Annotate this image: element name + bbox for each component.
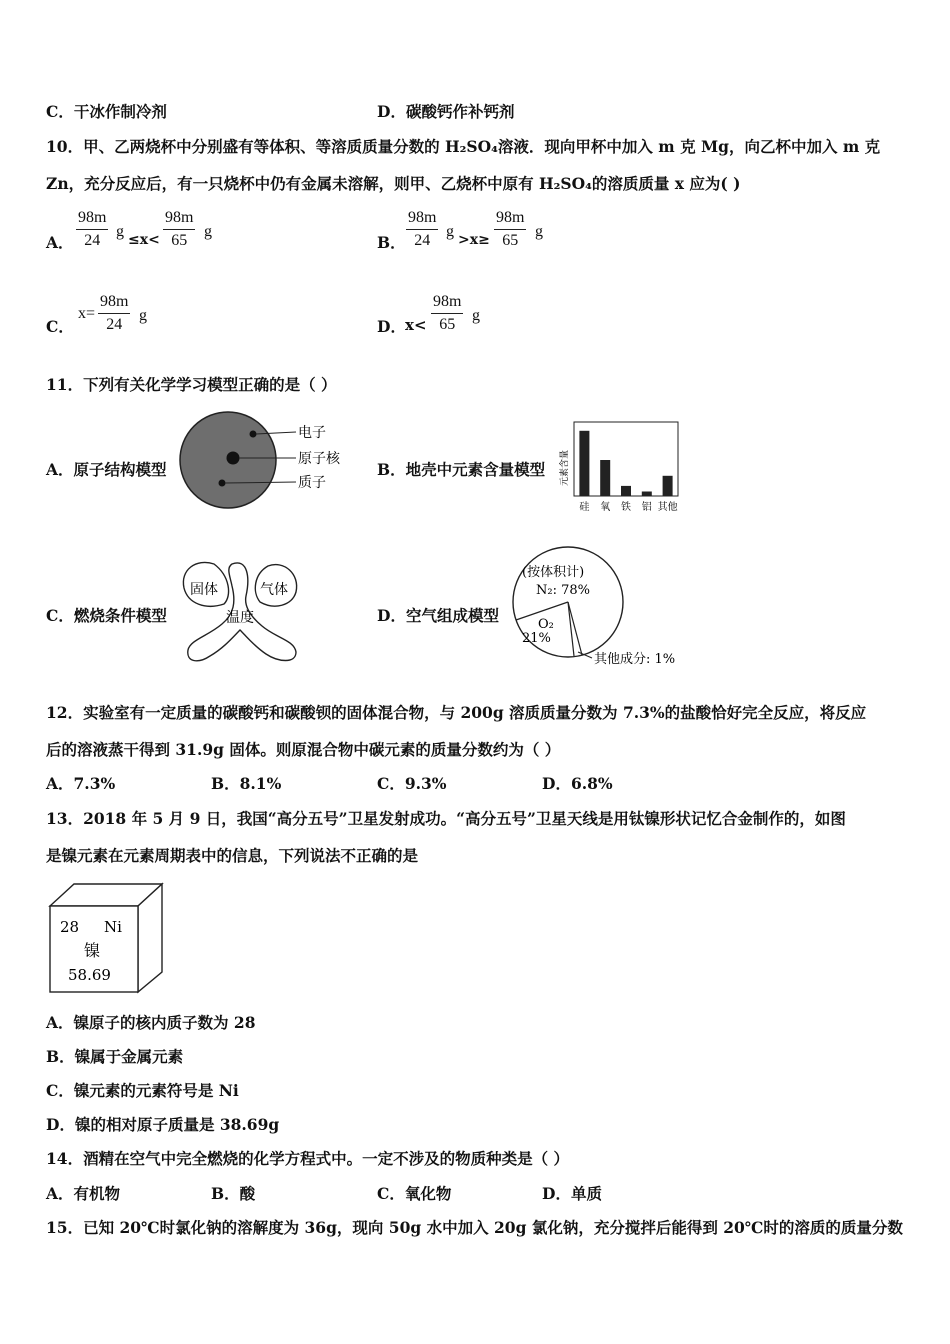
q12-stem-line2: 后的溶液蒸干得到 31.9g 固体。则原混合物中碳元素的质量分数约为（ ）: [46, 740, 561, 759]
fraction-numerator: 98m: [494, 209, 526, 230]
q10-a-label: A．: [46, 233, 74, 252]
q12-stem-line1: 12．实验室有一定质量的碳酸钙和碳酸钡的固体混合物，与 200g 溶质质量分数为 7.3%的盐酸恰好完全反应，将反应: [46, 703, 867, 722]
chart-tick-label: 硅: [579, 502, 590, 513]
q12-option-a: A．7.3%: [46, 774, 116, 793]
crust-element-chart: [556, 418, 686, 514]
q14-option-d: D．单质: [542, 1184, 602, 1203]
q11-c-label: C．燃烧条件模型: [46, 606, 167, 625]
q14-option-a: A．有机物: [46, 1184, 121, 1203]
q11-stem: 11．下列有关化学学习模型正确的是（ ）: [46, 375, 337, 394]
electron-dot: [250, 431, 257, 438]
q10-a-unit-2: g: [204, 223, 212, 240]
q14-option-c: C．氧化物: [377, 1184, 452, 1203]
fraction-numerator: 98m: [163, 209, 195, 230]
fraction-numerator: 98m: [406, 209, 438, 230]
q10-c-unit: g: [139, 307, 147, 324]
q13-stem-line1: 13．2018 年 5 月 9 日，我国“高分五号”卫星发射成功。“高分五号”卫星天线是用钛镍形状记忆合金制作的，如图: [46, 809, 846, 828]
q10-c-fraction: [98, 293, 130, 333]
air-composition-pie: [508, 540, 698, 670]
solid-label: 固体: [190, 582, 218, 598]
q13-option-b: B．镍属于金属元素: [46, 1047, 184, 1066]
pie-basis-label: (按体积计): [522, 565, 585, 580]
cell-element-name: 镍: [84, 941, 101, 960]
chart-bar-2: [621, 486, 631, 496]
q11-a-label: A．原子结构模型: [46, 460, 167, 479]
q11-d-label: D．空气组成模型: [377, 606, 499, 625]
nickel-periodic-cell: [46, 880, 166, 996]
q12-option-d: D．6.8%: [542, 774, 613, 793]
fraction-denominator: 65: [502, 231, 519, 249]
q10-d-unit: g: [472, 307, 480, 324]
q10-b-unit-1: g: [446, 223, 454, 240]
chart-tick-label: 氧: [600, 502, 611, 513]
combustion-model-diagram: [176, 556, 304, 668]
q13-option-d: D．镍的相对原子质量是 38.69g: [46, 1115, 280, 1134]
fraction-numerator: 98m: [431, 293, 463, 314]
cell-symbol: Ni: [104, 918, 122, 936]
q9-option-c: C．干冰作制冷剂: [46, 102, 167, 121]
fraction-denominator: 24: [414, 231, 431, 249]
q10-b-unit-2: g: [535, 223, 543, 240]
q15-stem-line1: 15．已知 20℃时氯化钠的溶解度为 36g，现向 50g 水中加入 20g 氯化钠，充分搅拌后能得到 20℃时的溶质的质量分数: [46, 1218, 903, 1237]
q14-stem: 14．酒精在空气中完全燃烧的化学方程式中。一定不涉及的物质种类是（ ）: [46, 1149, 569, 1168]
proton-label: 质子: [298, 475, 326, 491]
nucleus-label: 原子核: [298, 451, 340, 467]
pie-o2-percent: 21%: [522, 631, 551, 646]
chart-bar-1: [600, 460, 610, 496]
cell-atomic-mass: 58.69: [68, 966, 111, 984]
fraction-numerator: 98m: [98, 293, 130, 314]
q12-option-b: B．8.1%: [211, 774, 282, 793]
fraction-denominator: 65: [439, 315, 456, 333]
fraction-denominator: 24: [106, 315, 123, 333]
fraction-denominator: 24: [84, 231, 101, 249]
chart-frame: [574, 422, 678, 496]
fraction-numerator: 98m: [76, 209, 108, 230]
q10-a-fraction-2: [163, 209, 195, 249]
electron-label: 电子: [298, 425, 326, 441]
temperature-label: 温度: [226, 610, 254, 626]
q13-option-a: A．镍原子的核内质子数为 28: [46, 1013, 256, 1032]
chart-tick-label: 其他: [657, 502, 678, 513]
q10-b-relation: >x≥: [458, 232, 490, 248]
q10-stem-line2: Zn，充分反应后，有一只烧杯中仍有金属未溶解，则甲、乙烧杯中原有 H₂SO₄的溶质质量 x 应为( ): [46, 174, 741, 193]
q12-option-c: C．9.3%: [377, 774, 447, 793]
nucleus-dot: [227, 452, 240, 465]
chart-tick-label: 铁: [621, 502, 631, 513]
cell-atomic-number: 28: [60, 918, 80, 936]
q10-d-prefix: x<: [405, 316, 427, 334]
q13-stem-line2: 是镍元素在元素周期表中的信息，下列说法不正确的是: [46, 846, 419, 865]
q10-c-label: C．: [46, 317, 74, 336]
q10-b-fraction-1: [406, 209, 438, 249]
q14-option-b: B．酸: [211, 1184, 256, 1203]
chart-bar-0: [579, 431, 589, 496]
gas-label: 气体: [260, 582, 288, 598]
atom-model-diagram: [178, 408, 358, 514]
chart-bar-3: [642, 492, 652, 497]
q10-b-label: B．: [377, 233, 406, 252]
q11-b-label: B．地壳中元素含量模型: [377, 460, 546, 479]
chart-bar-4: [663, 476, 673, 496]
q10-b-fraction-2: [494, 209, 526, 249]
q10-c-prefix: x=: [78, 305, 96, 322]
fraction-denominator: 65: [171, 231, 188, 249]
q10-a-relation: ≤x<: [128, 232, 160, 248]
chart-y-label: 元素含量: [560, 449, 570, 487]
q10-d-label: D．: [377, 317, 406, 336]
pie-other-label: 其他成分: 1%: [594, 652, 676, 667]
q10-a-fraction-1: [76, 209, 108, 249]
pie-n2-label: N₂: 78%: [536, 583, 590, 598]
q10-stem-line1: 10．甲、乙两烧杯中分别盛有等体积、等溶质质量分数的 H₂SO₄溶液．现向甲杯中加入 m 克 Mg，向乙杯中加入 m 克: [46, 137, 881, 156]
proton-dot: [219, 480, 226, 487]
q9-option-d: D．碳酸钙作补钙剂: [377, 102, 515, 121]
pie-o2-label: O₂: [538, 617, 554, 632]
q13-option-c: C．镍元素的元素符号是 Ni: [46, 1081, 239, 1100]
chart-tick-label: 铝: [641, 502, 652, 513]
q10-d-fraction: [431, 293, 463, 333]
q10-a-unit-1: g: [116, 223, 124, 240]
